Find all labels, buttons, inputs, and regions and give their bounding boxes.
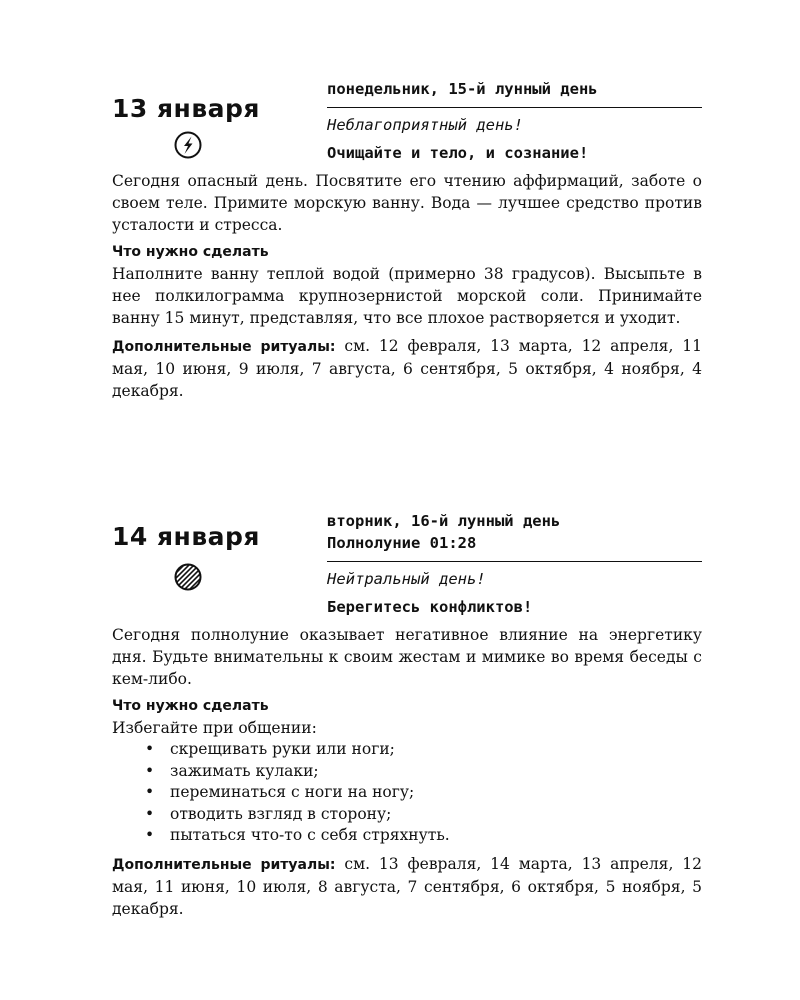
divider — [327, 107, 702, 108]
weekday-line: вторник, 16-й лунный день — [327, 512, 561, 530]
list-item: • переминаться с ноги на ногу; — [145, 782, 702, 804]
rituals-dates: см. 12 февраля, 13 марта, 12 апреля, 11 мая, 10 июня, 9 июля, 7 августа, 6 сентября, 5 октября, 4 ноября, 4 декабря. — [112, 337, 702, 400]
calendar-entry-jan-13 — [112, 78, 702, 402]
rituals-paragraph — [112, 335, 702, 402]
list-item: • зажимать кулаки; — [145, 761, 702, 783]
day-advice: Берегитесь конфликтов! — [327, 598, 533, 616]
intro-text: Сегодня опасный день. Посвятите его чтению аффирмаций, заботе о своем теле. Примите морскую ванну. Вода — лучшее средство против усталости и стресса. — [112, 172, 702, 234]
day-info — [327, 78, 702, 165]
list-item: • скрещивать руки или ноги; — [145, 739, 702, 761]
divider — [327, 561, 702, 562]
entry-header — [112, 78, 702, 170]
day-advice: Очищайте и тело, и сознание! — [327, 144, 589, 162]
list-item: • пытаться что-то с себя стряхнуть. — [145, 825, 702, 847]
todo-text: Наполните ванну теплой водой (примерно 38 градусов). Высыпьте в нее полкилограмма крупнозернистой морской соли. Принимайте ванну 15 минут, представляя, что все плохое растворяется и уходит. — [112, 265, 702, 327]
todo-heading: Что нужно сделать — [112, 244, 269, 260]
rituals-label: Дополнительные ритуалы: — [112, 856, 336, 873]
lightning-circle-icon — [173, 130, 203, 160]
rituals-label: Дополнительные ритуалы: — [112, 339, 336, 355]
day-quality: Нейтральный день! — [327, 570, 486, 588]
weekday-line: понедельник, 15-й лунный день — [327, 80, 598, 98]
todo-heading: Что нужно сделать — [112, 698, 269, 714]
entry-date: 14 января — [112, 522, 260, 551]
entry-header — [112, 510, 702, 616]
rituals-dates: см. 13 февраля, 14 марта, 13 апреля, 12 мая, 11 июня, 10 июля, 8 августа, 7 сентября, 6 октября, 5 ноября, 5 декабря. — [112, 854, 702, 918]
intro-text: Сегодня полнолуние оказывает негативное влияние на энергетику дня. Будьте внимательны к своим жестам и мимике во время беседы с кем-либо. — [112, 626, 702, 688]
todo-text: Избегайте при общении: — [112, 719, 317, 737]
entry-date: 13 января — [112, 94, 260, 123]
full-moon-hatched-icon — [173, 562, 203, 592]
moon-phase-line: Полнолуние 01:28 — [327, 534, 477, 552]
day-info — [327, 510, 702, 619]
avoid-list — [112, 739, 702, 847]
day-quality: Неблагоприятный день! — [327, 116, 523, 134]
calendar-entry-jan-14 — [112, 510, 702, 920]
rituals-paragraph — [112, 853, 702, 920]
list-item: • отводить взгляд в сторону; — [145, 804, 702, 826]
